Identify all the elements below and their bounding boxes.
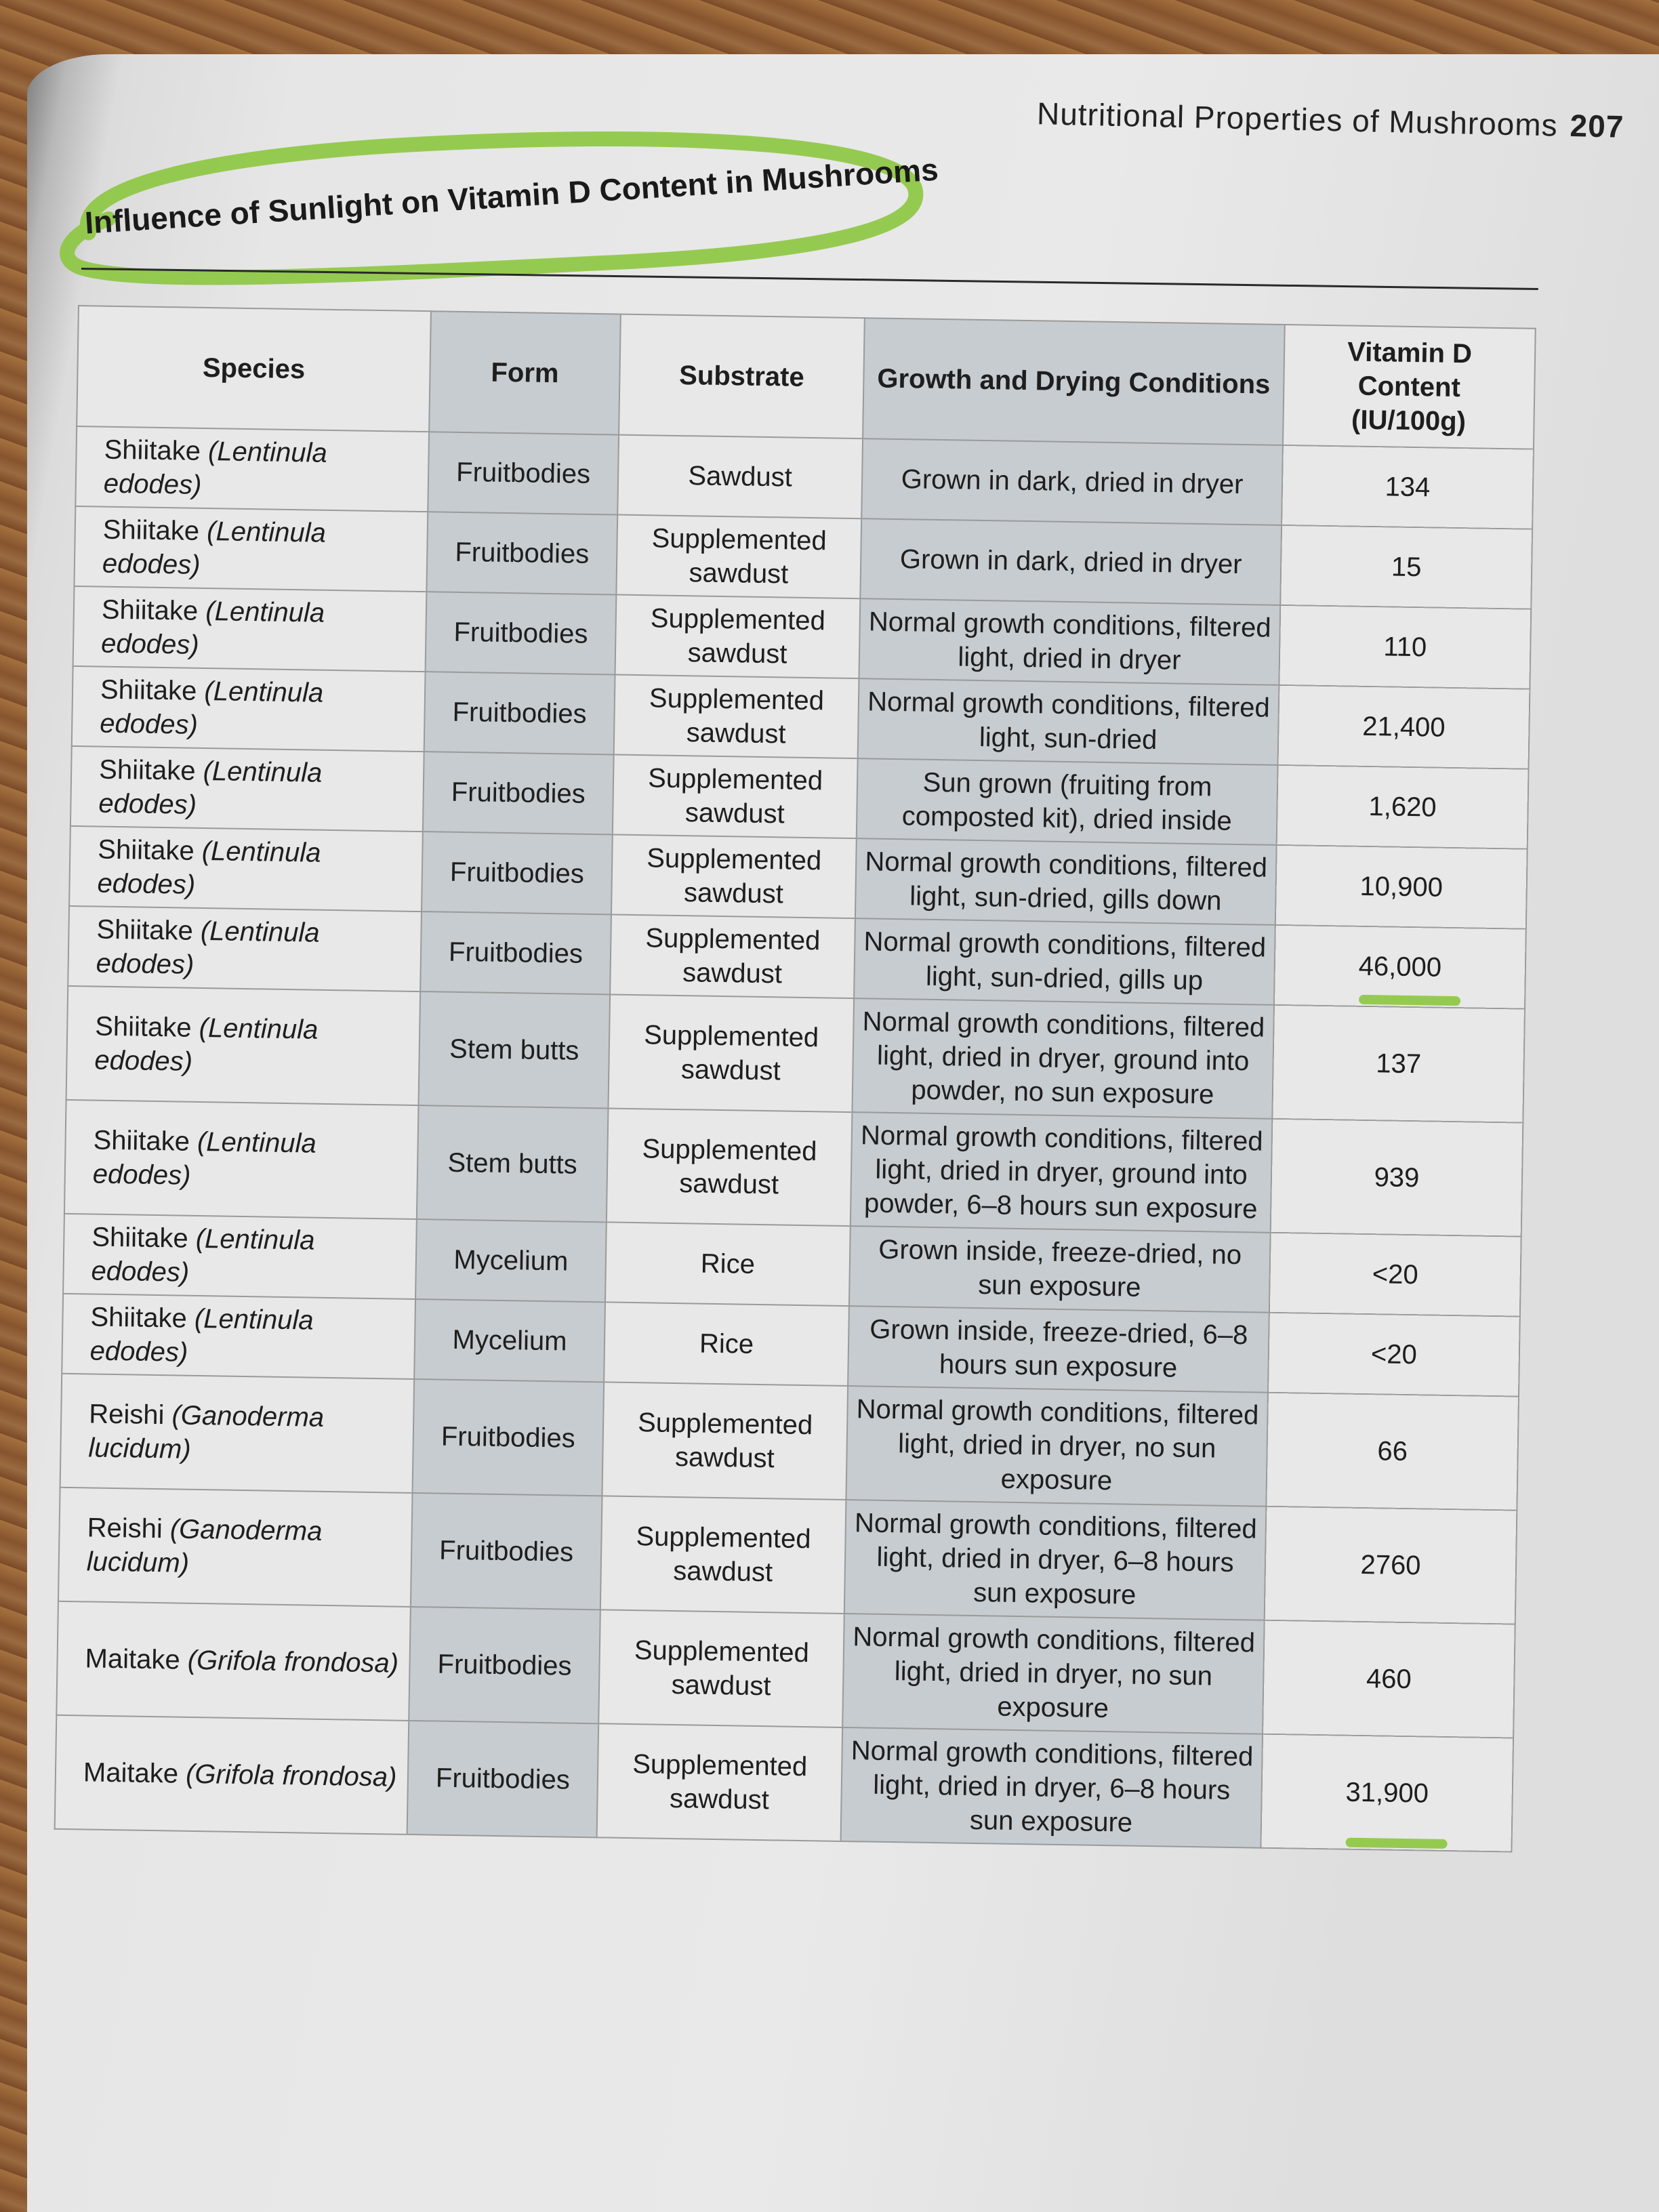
species-common: Shiitake xyxy=(91,1222,189,1254)
vitamin-d-cell xyxy=(1271,1119,1523,1237)
substrate-cell: Supplemented sawdust xyxy=(600,1496,846,1614)
vitamin-d-value: 31,900 xyxy=(1345,1777,1429,1809)
table-row xyxy=(56,1601,1515,1738)
vitamin-d-value: 15 xyxy=(1391,552,1422,583)
species-cell xyxy=(72,666,426,752)
species-cell xyxy=(56,1601,411,1721)
vitamin-d-value: 1,620 xyxy=(1368,792,1437,823)
vitamin-d-value: <20 xyxy=(1370,1339,1418,1370)
species-common: Shiitake xyxy=(96,914,194,946)
conditions-cell: Normal growth conditions, filtered light, dried in dryer, ground into powder, no sun exposure xyxy=(852,998,1274,1119)
species-latin: (Lentinula edodes) xyxy=(94,1012,319,1077)
species-latin: (Lentinula edodes) xyxy=(102,516,327,580)
col-substrate: Substrate xyxy=(619,314,865,439)
form-cell: Fruitbodies xyxy=(413,1379,605,1496)
species-cell xyxy=(62,1294,415,1379)
col-species: Species xyxy=(77,306,431,432)
species-cell xyxy=(69,826,423,912)
conditions-cell: Sun grown (fruiting from composted kit), dried inside xyxy=(857,758,1278,845)
vitamin-d-table xyxy=(54,305,1536,1853)
table-container xyxy=(54,305,1536,1853)
species-cell xyxy=(66,986,421,1105)
highlighter-underline xyxy=(1345,1838,1447,1849)
conditions-cell: Normal growth conditions, filtered light, dried in dryer, no sun exposure xyxy=(846,1386,1268,1507)
vitamin-d-value: 939 xyxy=(1374,1162,1420,1193)
table-row xyxy=(55,1715,1513,1852)
vitamin-d-cell xyxy=(1280,525,1532,609)
substrate-cell: Supplemented sawdust xyxy=(611,834,857,918)
vitamin-d-value: 2760 xyxy=(1360,1549,1421,1581)
species-cell xyxy=(70,746,424,832)
vitamin-d-cell xyxy=(1278,685,1530,769)
species-latin: (Lentinula edodes) xyxy=(89,1303,314,1368)
form-cell: Fruitbodies xyxy=(426,512,617,594)
vitamin-d-cell xyxy=(1268,1313,1520,1397)
species-cell xyxy=(74,506,428,592)
conditions-cell: Normal growth conditions, filtered light, dried in dryer, 6–8 hours sun exposure xyxy=(844,1500,1267,1620)
vitamin-d-cell xyxy=(1275,845,1528,929)
table-row xyxy=(66,986,1525,1123)
species-latin: (Grifola frondosa) xyxy=(187,1645,399,1679)
substrate-cell: Rice xyxy=(604,1302,849,1386)
conditions-cell: Normal growth conditions, filtered light, dried in dryer xyxy=(859,598,1280,685)
col-vitamin-d-label: Vitamin D Content xyxy=(1347,337,1473,403)
table-body xyxy=(55,426,1534,1852)
vitamin-d-cell xyxy=(1277,765,1529,849)
species-cell xyxy=(73,586,427,672)
substrate-cell: Supplemented sawdust xyxy=(598,1610,844,1727)
species-common: Shiitake xyxy=(98,834,195,866)
substrate-cell: Supplemented sawdust xyxy=(615,595,861,679)
vitamin-d-cell xyxy=(1269,1233,1521,1317)
species-common: Reishi xyxy=(87,1513,163,1544)
page-number: 207 xyxy=(1570,108,1624,144)
conditions-cell: Normal growth conditions, filtered light, sun-dried, gills up xyxy=(854,918,1275,1005)
col-form: Form xyxy=(429,311,621,434)
species-cell xyxy=(64,1100,419,1219)
vitamin-d-cell xyxy=(1282,445,1534,529)
species-latin: (Lentinula edodes) xyxy=(92,1126,317,1191)
conditions-cell: Normal growth conditions, filtered light, sun-dried, gills down xyxy=(855,838,1277,925)
species-common: Shiitake xyxy=(102,514,200,546)
highlighter-underline xyxy=(1359,995,1460,1006)
col-vitamin-d-unit: (IU/100g) xyxy=(1351,405,1467,437)
species-latin: (Lentinula edodes) xyxy=(98,756,323,820)
form-cell: Fruitbodies xyxy=(411,1493,602,1610)
table-title: Influence of Sunlight on Vitamin D Content in Mushrooms xyxy=(83,151,939,241)
form-cell: Stem butts xyxy=(419,991,611,1108)
vitamin-d-value: 134 xyxy=(1385,472,1431,503)
species-latin: (Ganoderma lucidum) xyxy=(86,1514,323,1578)
table-row xyxy=(58,1488,1517,1624)
species-latin: (Lentinula edodes) xyxy=(99,676,324,740)
vitamin-d-value: 137 xyxy=(1375,1048,1422,1080)
species-common: Shiitake xyxy=(104,434,201,466)
species-latin: (Lentinula edodes) xyxy=(97,836,321,900)
species-latin: (Lentinula edodes) xyxy=(103,436,328,500)
species-common: Shiitake xyxy=(100,674,197,706)
substrate-cell: Supplemented sawdust xyxy=(597,1723,843,1841)
col-vitamin-d xyxy=(1283,325,1536,449)
form-cell: Fruitbodies xyxy=(420,912,611,994)
substrate-cell: Supplemented sawdust xyxy=(607,1108,853,1226)
table-row xyxy=(60,1374,1519,1511)
conditions-cell: Grown in dark, dried in dryer xyxy=(861,438,1283,525)
running-title: Nutritional Properties of Mushrooms xyxy=(1036,96,1559,143)
species-latin: (Grifola frondosa) xyxy=(185,1759,397,1793)
species-common: Shiitake xyxy=(90,1302,188,1334)
form-cell: Fruitbodies xyxy=(423,752,614,834)
table-row xyxy=(64,1100,1523,1237)
conditions-cell: Grown in dark, dried in dryer xyxy=(860,518,1282,605)
form-cell: Stem butts xyxy=(417,1105,609,1222)
species-latin: (Lentinula edodes) xyxy=(91,1223,315,1288)
vitamin-d-cell xyxy=(1274,925,1526,1009)
vitamin-d-value: 10,900 xyxy=(1359,871,1443,903)
conditions-cell: Normal growth conditions, filtered light, dried in dryer, ground into powder, 6–8 hours sun exposure xyxy=(851,1112,1273,1233)
species-common: Shiitake xyxy=(94,1011,192,1043)
species-common: Shiitake xyxy=(93,1125,190,1157)
species-common: Shiitake xyxy=(101,594,199,626)
species-latin: (Ganoderma lucidum) xyxy=(88,1400,325,1465)
substrate-cell: Supplemented sawdust xyxy=(608,994,854,1112)
vitamin-d-cell xyxy=(1272,1005,1525,1123)
species-cell xyxy=(68,906,422,991)
substrate-cell: Supplemented sawdust xyxy=(614,675,859,759)
form-cell: Fruitbodies xyxy=(424,672,615,754)
vitamin-d-value: 110 xyxy=(1383,632,1427,663)
vitamin-d-value: 460 xyxy=(1366,1664,1412,1695)
header-row xyxy=(77,306,1536,449)
substrate-cell: Supplemented sawdust xyxy=(602,1382,848,1500)
form-cell: Fruitbodies xyxy=(407,1721,599,1837)
species-cell xyxy=(63,1214,417,1299)
vitamin-d-cell xyxy=(1279,605,1531,689)
col-conditions: Growth and Drying Conditions xyxy=(863,318,1285,445)
conditions-cell: Normal growth conditions, filtered light, dried in dryer, no sun exposure xyxy=(842,1614,1265,1734)
conditions-cell: Grown inside, freeze-dried, no sun exposure xyxy=(849,1226,1271,1313)
vitamin-d-cell xyxy=(1266,1393,1519,1511)
species-common: Maitake xyxy=(85,1643,181,1675)
vitamin-d-cell xyxy=(1265,1507,1517,1624)
species-latin: (Lentinula edodes) xyxy=(100,596,325,660)
vitamin-d-value: 66 xyxy=(1377,1436,1408,1467)
vitamin-d-value: 46,000 xyxy=(1358,951,1442,983)
conditions-cell: Normal growth conditions, filtered light, sun-dried xyxy=(858,678,1279,765)
vitamin-d-value: <20 xyxy=(1372,1259,1419,1290)
form-cell: Fruitbodies xyxy=(422,832,613,914)
species-cell xyxy=(58,1488,413,1607)
form-cell: Fruitbodies xyxy=(409,1607,600,1723)
vitamin-d-cell xyxy=(1261,1734,1513,1852)
species-cell xyxy=(55,1715,409,1835)
substrate-cell: Supplemented sawdust xyxy=(613,755,858,839)
form-cell: Mycelium xyxy=(415,1219,607,1302)
vitamin-d-cell xyxy=(1263,1620,1515,1738)
species-common: Shiitake xyxy=(98,754,196,786)
conditions-cell: Grown inside, freeze-dried, 6–8 hours sun exposure xyxy=(848,1306,1269,1393)
form-cell: Fruitbodies xyxy=(428,432,619,514)
species-common: Maitake xyxy=(83,1757,179,1789)
species-cell xyxy=(60,1374,415,1493)
substrate-cell: Rice xyxy=(605,1222,851,1306)
species-common: Reishi xyxy=(88,1399,165,1431)
species-cell xyxy=(75,426,429,512)
form-cell: Fruitbodies xyxy=(426,592,617,674)
substrate-cell: Supplemented sawdust xyxy=(610,914,855,998)
substrate-cell: Sawdust xyxy=(617,435,863,519)
species-latin: (Lentinula edodes) xyxy=(96,916,320,980)
conditions-cell: Normal growth conditions, filtered light, dried in dryer, 6–8 hours sun exposure xyxy=(841,1727,1263,1848)
substrate-cell: Supplemented sawdust xyxy=(616,515,861,599)
form-cell: Mycelium xyxy=(414,1299,605,1382)
vitamin-d-value: 21,400 xyxy=(1361,711,1446,743)
